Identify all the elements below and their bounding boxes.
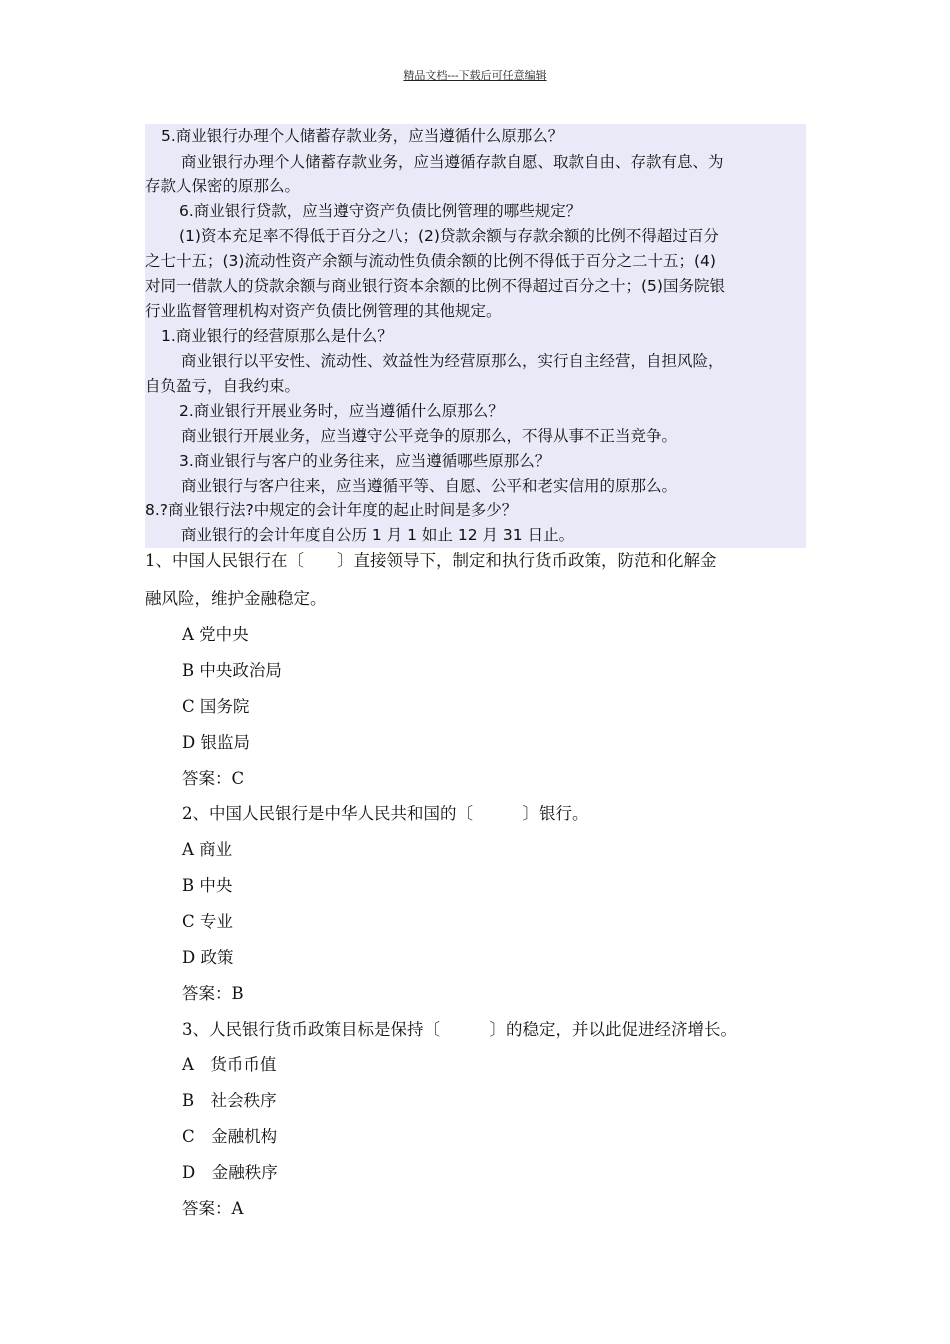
question-3-answer: 答案：A	[182, 1199, 244, 1218]
faq-answer: 对同一借款人的贷款余额与商业银行资本余额的比例不得超过百分之十；(5)国务院银	[145, 277, 725, 295]
question-3-option: D 金融秩序	[182, 1163, 278, 1182]
faq-answer: 商业银行与客户往来，应当遵循平等、自愿、公平和老实信用的原那么。	[181, 477, 678, 495]
faq-question: 5.商业银行办理个人储蓄存款业务，应当遵循什么原那么？	[161, 127, 564, 145]
faq-answer: 存款人保密的原那么。	[145, 177, 301, 195]
question-2-stem: 2、中国人民银行是中华人民共和国的〔 〕银行。	[182, 804, 589, 823]
faq-question: 6.商业银行贷款，应当遵守资产负债比例管理的哪些规定？	[179, 202, 582, 220]
faq-answer: 商业银行的会计年度自公历 1 月 1 如止 12 月 31 日止。	[181, 526, 575, 544]
question-2-option: C 专业	[182, 912, 233, 931]
faq-answer: 自负盈亏，自我约束。	[145, 377, 301, 395]
faq-answer: 商业银行开展业务，应当遵守公平竞争的原那么，不得从事不正当竞争。	[181, 427, 678, 445]
faq-answer: 商业银行办理个人储蓄存款业务，应当遵循存款自愿、取款自由、存款有息、为	[181, 153, 724, 171]
faq-section	[145, 124, 806, 548]
question-1-option: C 国务院	[182, 697, 250, 716]
question-3-option: B 社会秩序	[182, 1091, 277, 1110]
question-1-stem: 融风险，维护金融稳定。	[145, 589, 327, 608]
faq-answer: 商业银行以平安性、流动性、效益性为经营原那么，实行自主经营，自担风险，	[181, 352, 724, 370]
page-header: 精品文档---下载后可任意编辑	[403, 69, 547, 82]
question-2-answer: 答案：B	[182, 984, 244, 1003]
faq-question: 8.?商业银行法?中规定的会计年度的起止时间是多少？	[145, 501, 518, 519]
question-3-stem: 3、人民银行货币政策目标是保持〔 〕的稳定，并以此促进经济增长。	[182, 1020, 737, 1039]
question-2-option: D 政策	[182, 948, 234, 967]
question-3-option: C 金融机构	[182, 1127, 278, 1146]
question-2-option: B 中央	[182, 876, 233, 895]
faq-question: 1.商业银行的经营原那么是什么？	[161, 327, 393, 345]
question-1-stem: 1、中国人民银行在〔 〕直接领导下，制定和执行货币政策，防范和化解金	[145, 551, 717, 570]
question-1-option: A 党中央	[182, 625, 249, 644]
question-1-option: B 中央政治局	[182, 661, 282, 680]
question-3-option: A 货币币值	[182, 1055, 277, 1074]
question-1-answer: 答案：C	[182, 769, 245, 788]
faq-answer: (1)资本充足率不得低于百分之八；(2)贷款余额与存款余额的比例不得超过百分	[179, 227, 719, 245]
faq-answer: 之七十五；(3)流动性资产余额与流动性负债余额的比例不得低于百分之二十五；(4)	[145, 252, 716, 270]
question-2-option: A 商业	[182, 840, 233, 859]
faq-question: 2.商业银行开展业务时，应当遵循什么原那么？	[179, 402, 504, 420]
faq-answer: 行业监督管理机构对资产负债比例管理的其他规定。	[145, 302, 502, 320]
faq-question: 3.商业银行与客户的业务往来，应当遵循哪些原那么？	[179, 452, 551, 470]
question-1-option: D 银监局	[182, 733, 250, 752]
